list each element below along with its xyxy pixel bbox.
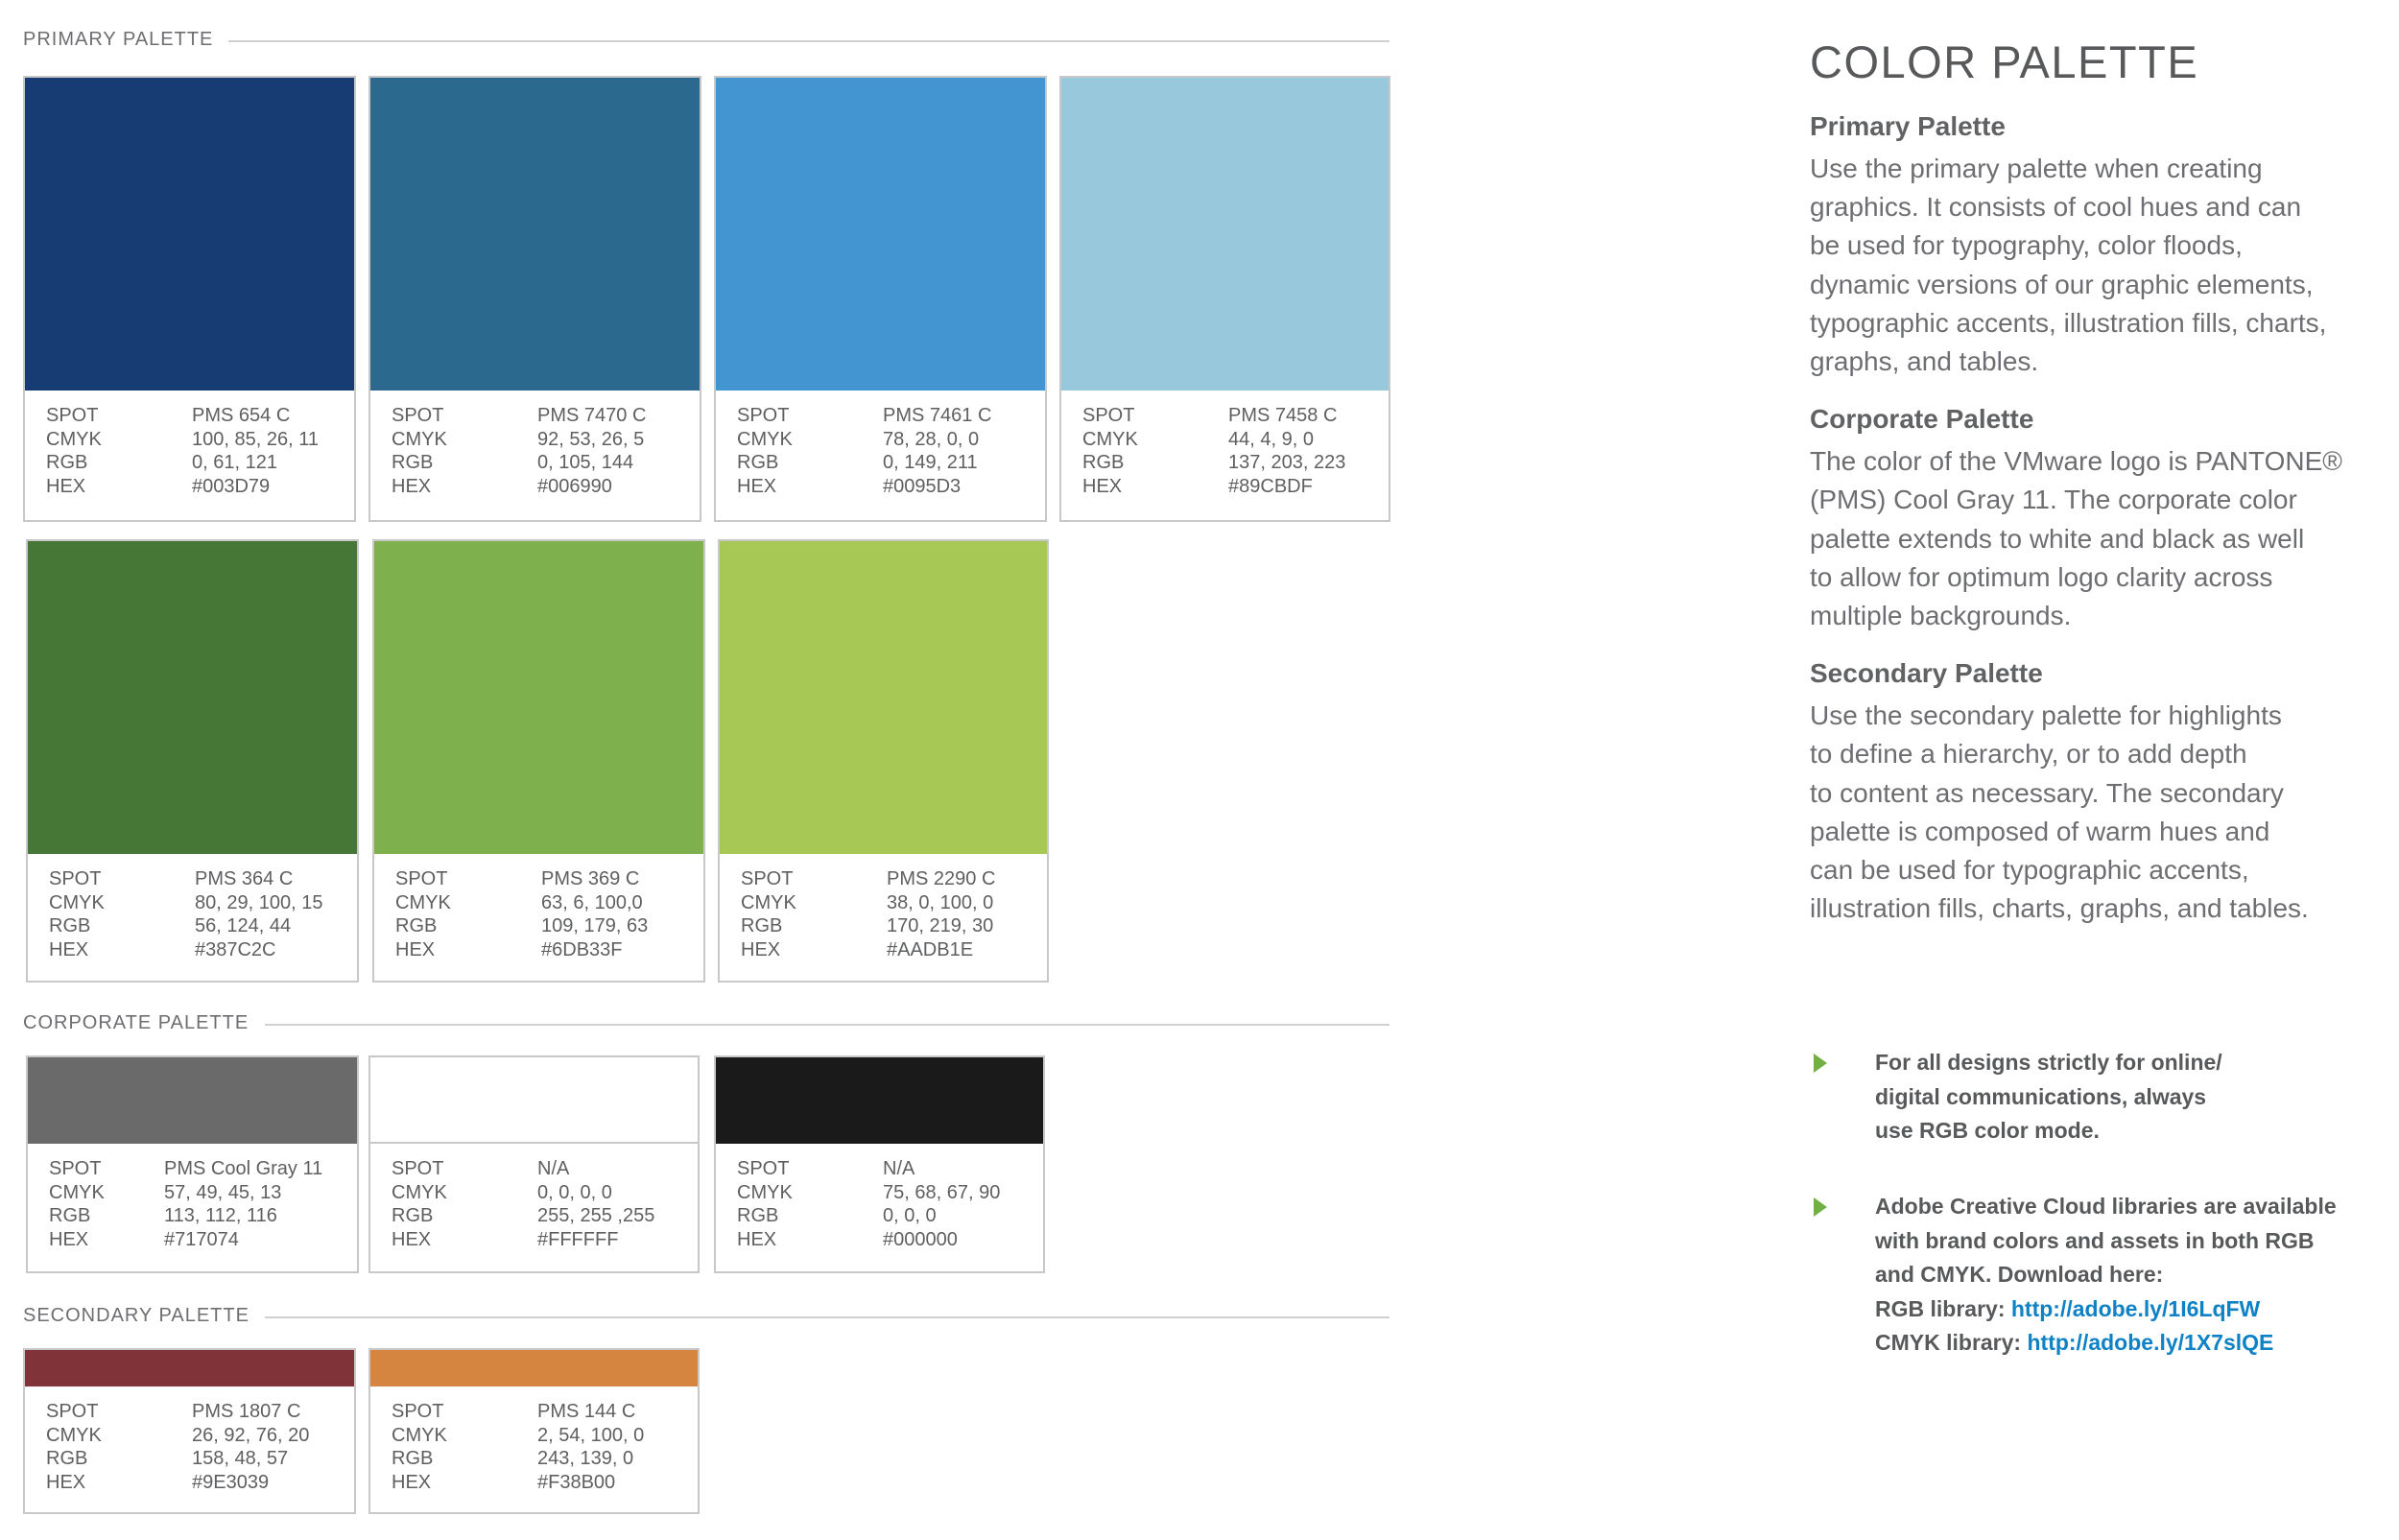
description-blocks [1810,109,2386,928]
spec-key: RGB [46,1448,88,1469]
spec-key: SPOT [46,405,99,426]
spec-row-cmyk [392,428,692,452]
spec-row-spot [737,404,1037,428]
spec-value: PMS 144 C [537,1401,636,1422]
spec-row-cmyk [46,428,346,452]
spec-row-spot [392,1400,690,1424]
color-specs [49,867,349,961]
spec-value: 137, 203, 223 [1228,452,1346,473]
spec-key: RGB [741,915,783,936]
description-paragraph [1810,697,2386,928]
description-block-primary [1810,109,2386,381]
spec-key: CMYK [395,891,451,913]
spec-row-cmyk [392,1181,690,1205]
spec-value: 75, 68, 67, 90 [883,1181,1001,1203]
spec-key: CMYK [49,1181,105,1203]
spec-key: SPOT [49,868,102,889]
spec-key: SPOT [392,1401,444,1422]
swatch-card-aadb1e [718,539,1049,983]
spec-key: HEX [46,1471,86,1493]
spec-value: 63, 6, 100,0 [541,891,643,913]
description-heading: Corporate Palette [1810,404,2034,435]
spec-row-spot [49,867,349,891]
color-swatch [28,541,357,854]
swatch-card-6db33f [372,539,705,983]
spec-row-spot [392,1157,690,1181]
swatch-card-89cbdf [1059,76,1390,522]
spec-row-rgb [49,1204,349,1228]
spec-value: 38, 0, 100, 0 [887,891,994,913]
spec-row-spot [737,1157,1035,1181]
spec-row-spot [392,404,692,428]
spec-value: PMS 1807 C [192,1401,301,1422]
spec-value: 255, 255 ,255 [537,1205,655,1226]
description-block-secondary [1810,656,2386,928]
spec-value: #0095D3 [883,475,962,497]
color-swatch [370,1350,698,1386]
paragraph-line: Use the secondary palette for highlights [1810,700,2282,731]
spec-value: 26, 92, 76, 20 [192,1424,310,1446]
paragraph-line: (PMS) Cool Gray 11. The corporate color [1810,485,2297,515]
color-specs [395,867,696,961]
spec-row-rgb [741,914,1039,938]
paragraph-line: typographic accents, illustration fills, charts, [1810,307,2327,338]
paragraph-line: graphics. It consists of cool hues and can [1810,192,2302,223]
color-specs [46,1400,346,1494]
color-specs [46,404,346,498]
spec-value: #89CBDF [1228,475,1313,497]
description-heading: Secondary Palette [1810,658,2043,689]
spec-row-spot [741,867,1039,891]
spec-row-rgb [392,451,692,475]
spec-row-rgb [46,451,346,475]
spec-row-rgb [1082,451,1381,475]
swatch-card-9e3039 [23,1348,356,1514]
spec-row-hex [741,938,1039,962]
spec-value: PMS 369 C [541,868,640,889]
spec-row-spot [49,1157,349,1181]
color-specs [737,1157,1035,1251]
spec-key: HEX [49,938,89,960]
spec-key: CMYK [46,1424,102,1446]
spec-key: CMYK [392,1181,447,1203]
spec-key: RGB [49,915,91,936]
spec-value: #006990 [537,475,612,497]
spec-row-cmyk [737,1181,1035,1205]
spec-row-cmyk [737,428,1037,452]
spec-value: 44, 4, 9, 0 [1228,428,1314,450]
section-rule-corporate [265,1024,1390,1026]
spec-key: CMYK [49,891,105,913]
paragraph-line: multiple backgrounds. [1810,601,2072,631]
section-rule-secondary [265,1316,1390,1318]
spec-value: #9E3039 [192,1471,270,1493]
description-paragraph [1810,150,2386,381]
spec-row-spot [46,1400,346,1424]
spec-row-hex [392,1228,690,1252]
spec-value: #000000 [883,1228,958,1250]
spec-value: PMS 364 C [195,868,294,889]
spec-row-hex [737,475,1037,499]
paragraph-line: Use the primary palette when creating [1810,154,2263,183]
color-specs [392,1400,690,1494]
description-column [1810,29,2386,928]
paragraph-line: can be used for typographic accents, [1810,855,2249,886]
spec-row-rgb [49,914,349,938]
spec-key: SPOT [741,868,794,889]
spec-key: HEX [46,475,86,497]
spec-value: #717074 [164,1228,239,1250]
spec-value: #387C2C [195,938,276,960]
swatch-card-f38b00 [368,1348,700,1514]
spec-value: 0, 105, 144 [537,452,634,473]
spec-value: 2, 54, 100, 0 [537,1424,645,1446]
spec-row-cmyk [741,891,1039,915]
spec-key: HEX [395,938,436,960]
color-specs [1082,404,1381,498]
library-note-text [1875,1190,2337,1361]
page-title: COLOR PALETTE [1810,36,2199,87]
spec-key: RGB [46,452,88,473]
spec-row-cmyk [395,891,696,915]
spec-key: SPOT [392,405,444,426]
spec-key: CMYK [737,428,793,450]
color-swatch [25,1350,354,1386]
spec-key: SPOT [737,405,790,426]
triangle-bullet-icon [1814,1197,1827,1217]
spec-value: 100, 85, 26, 11 [192,428,319,450]
note-line: Adobe Creative Cloud libraries are available [1875,1194,2337,1219]
spec-row-spot [395,867,696,891]
spec-row-cmyk [46,1424,346,1448]
color-swatch [370,78,700,391]
cmyk-library-link[interactable]: http://adobe.ly/1X7slQE [2027,1330,2274,1355]
spec-value: PMS Cool Gray 11 [164,1158,323,1179]
spec-value: 158, 48, 57 [192,1448,289,1469]
spec-row-spot [46,404,346,428]
rgb-library-link[interactable]: http://adobe.ly/1I6LqFW [2010,1295,2261,1321]
paragraph-line: be used for typography, color floods, [1810,230,2243,261]
spec-row-cmyk [1082,428,1381,452]
spec-key: RGB [737,1205,779,1226]
spec-row-rgb [737,1204,1035,1228]
description-block-corporate [1810,402,2386,635]
swatch-card-000000 [714,1055,1045,1273]
note-line: with brand colors and assets in both RGB [1875,1227,2315,1253]
paragraph-line: palette is composed of warm hues and [1810,816,2270,846]
spec-value: #6DB33F [541,938,623,960]
spec-row-hex [392,475,692,499]
color-swatch [716,1057,1043,1144]
spec-key: CMYK [392,428,447,450]
note-line: For all designs strictly for online/ [1875,1050,2222,1075]
spec-value: 109, 179, 63 [541,915,649,936]
section-label-corporate: CORPORATE PALETTE [23,1012,249,1033]
color-specs [392,1157,690,1251]
spec-value: #AADB1E [887,938,974,960]
spec-value: PMS 7458 C [1228,405,1338,426]
color-swatch [1061,78,1389,391]
spec-row-hex [395,938,696,962]
spec-key: SPOT [49,1158,102,1179]
spec-row-rgb [395,914,696,938]
spec-key: SPOT [1082,405,1135,426]
spec-key: SPOT [395,868,448,889]
spec-key: HEX [737,1228,777,1250]
spec-value: #F38B00 [537,1471,616,1493]
spec-row-rgb [737,451,1037,475]
spec-key: HEX [392,1228,432,1250]
spec-value: 170, 219, 30 [887,915,994,936]
spec-key: SPOT [392,1158,444,1179]
spec-key: HEX [741,938,781,960]
color-swatch [374,541,703,854]
triangle-bullet-icon [1814,1054,1827,1073]
description-heading: Primary Palette [1810,111,2006,141]
paragraph-line: graphs, and tables. [1810,346,2039,377]
spec-value: 0, 61, 121 [192,452,277,473]
spec-row-hex [49,1228,349,1252]
color-swatch [720,541,1047,854]
spec-key: HEX [1082,475,1123,497]
swatch-card-006990 [368,76,701,522]
paragraph-line: The color of the VMware logo is PANTONE® [1810,446,2342,477]
spec-row-rgb [392,1447,690,1471]
spec-row-rgb [46,1447,346,1471]
spec-key: HEX [392,1471,432,1493]
section-label-secondary: SECONDARY PALETTE [23,1305,249,1326]
spec-key: RGB [392,452,434,473]
color-specs [741,867,1039,961]
spec-key: SPOT [737,1158,790,1179]
spec-value: 78, 28, 0, 0 [883,428,980,450]
spec-row-rgb [392,1204,690,1228]
spec-key: CMYK [741,891,796,913]
spec-key: CMYK [737,1181,793,1203]
spec-key: RGB [1082,452,1125,473]
spec-value: 0, 0, 0, 0 [537,1181,612,1203]
spec-key: RGB [49,1205,91,1226]
spec-value: 0, 149, 211 [883,452,978,473]
color-swatch [28,1057,357,1144]
spec-value: #FFFFFF [537,1228,619,1250]
section-label-primary: PRIMARY PALETTE [23,29,214,50]
spec-key: HEX [737,475,777,497]
swatch-card-387c2c [26,539,359,983]
spec-row-hex [1082,475,1381,499]
section-rule-primary [228,40,1390,42]
spec-key: RGB [392,1205,434,1226]
spec-value: 92, 53, 26, 5 [537,428,645,450]
color-specs [49,1157,349,1251]
spec-value: #003D79 [192,475,271,497]
spec-key: CMYK [1082,428,1138,450]
spec-value: 80, 29, 100, 15 [195,891,323,913]
spec-value: 56, 124, 44 [195,915,292,936]
spec-row-hex [46,1471,346,1495]
spec-key: SPOT [46,1401,99,1422]
color-specs [737,404,1037,498]
spec-row-hex [392,1471,690,1495]
color-swatch [716,78,1045,391]
color-swatch [370,1057,698,1144]
paragraph-line: to define a hierarchy, or to add depth [1810,739,2247,770]
note-line: use RGB color mode. [1875,1118,2100,1143]
spec-value: PMS 7470 C [537,405,647,426]
paragraph-line: to allow for optimum logo clarity across [1810,561,2273,592]
spec-row-cmyk [392,1424,690,1448]
spec-value: 57, 49, 45, 13 [164,1181,282,1203]
spec-key: RGB [737,452,779,473]
spec-row-hex [737,1228,1035,1252]
spec-value: PMS 654 C [192,405,291,426]
paragraph-line: to content as necessary. The secondary [1810,777,2284,808]
cmyk-library-line [1875,1326,2337,1361]
color-specs [392,404,692,498]
note-line: and CMYK. Download here: [1875,1262,2164,1287]
spec-value: 0, 0, 0 [883,1205,937,1226]
swatch-card-ffffff [368,1055,700,1273]
paragraph-line: palette extends to white and black as well [1810,523,2305,554]
spec-row-cmyk [49,1181,349,1205]
spec-key: RGB [392,1448,434,1469]
spec-value: PMS 7461 C [883,405,992,426]
spec-value: 243, 139, 0 [537,1448,634,1469]
spec-value: N/A [537,1158,570,1179]
spec-value: PMS 2290 C [887,868,996,889]
description-paragraph [1810,442,2386,635]
swatch-card-003d79 [23,76,356,522]
rgb-mode-note-text [1875,1046,2222,1149]
spec-key: CMYK [392,1424,447,1446]
color-swatch [25,78,354,391]
spec-value: N/A [883,1158,915,1179]
paragraph-line: dynamic versions of our graphic elements, [1810,269,2314,299]
swatch-card-0095d3 [714,76,1047,522]
cmyk-library-label: CMYK library: [1875,1330,2028,1355]
spec-key: CMYK [46,428,102,450]
swatch-card-717074 [26,1055,359,1273]
spec-key: RGB [395,915,438,936]
spec-value: 113, 112, 116 [164,1205,277,1226]
spec-row-hex [49,938,349,962]
spec-row-cmyk [49,891,349,915]
spec-row-hex [46,475,346,499]
rgb-library-line [1875,1292,2337,1327]
note-line: digital communications, always [1875,1083,2207,1109]
spec-key: HEX [49,1228,89,1250]
spec-key: HEX [392,475,432,497]
rgb-library-label: RGB library: [1875,1295,2011,1321]
paragraph-line: illustration fills, charts, graphs, and tables. [1810,893,2309,924]
spec-row-spot [1082,404,1381,428]
